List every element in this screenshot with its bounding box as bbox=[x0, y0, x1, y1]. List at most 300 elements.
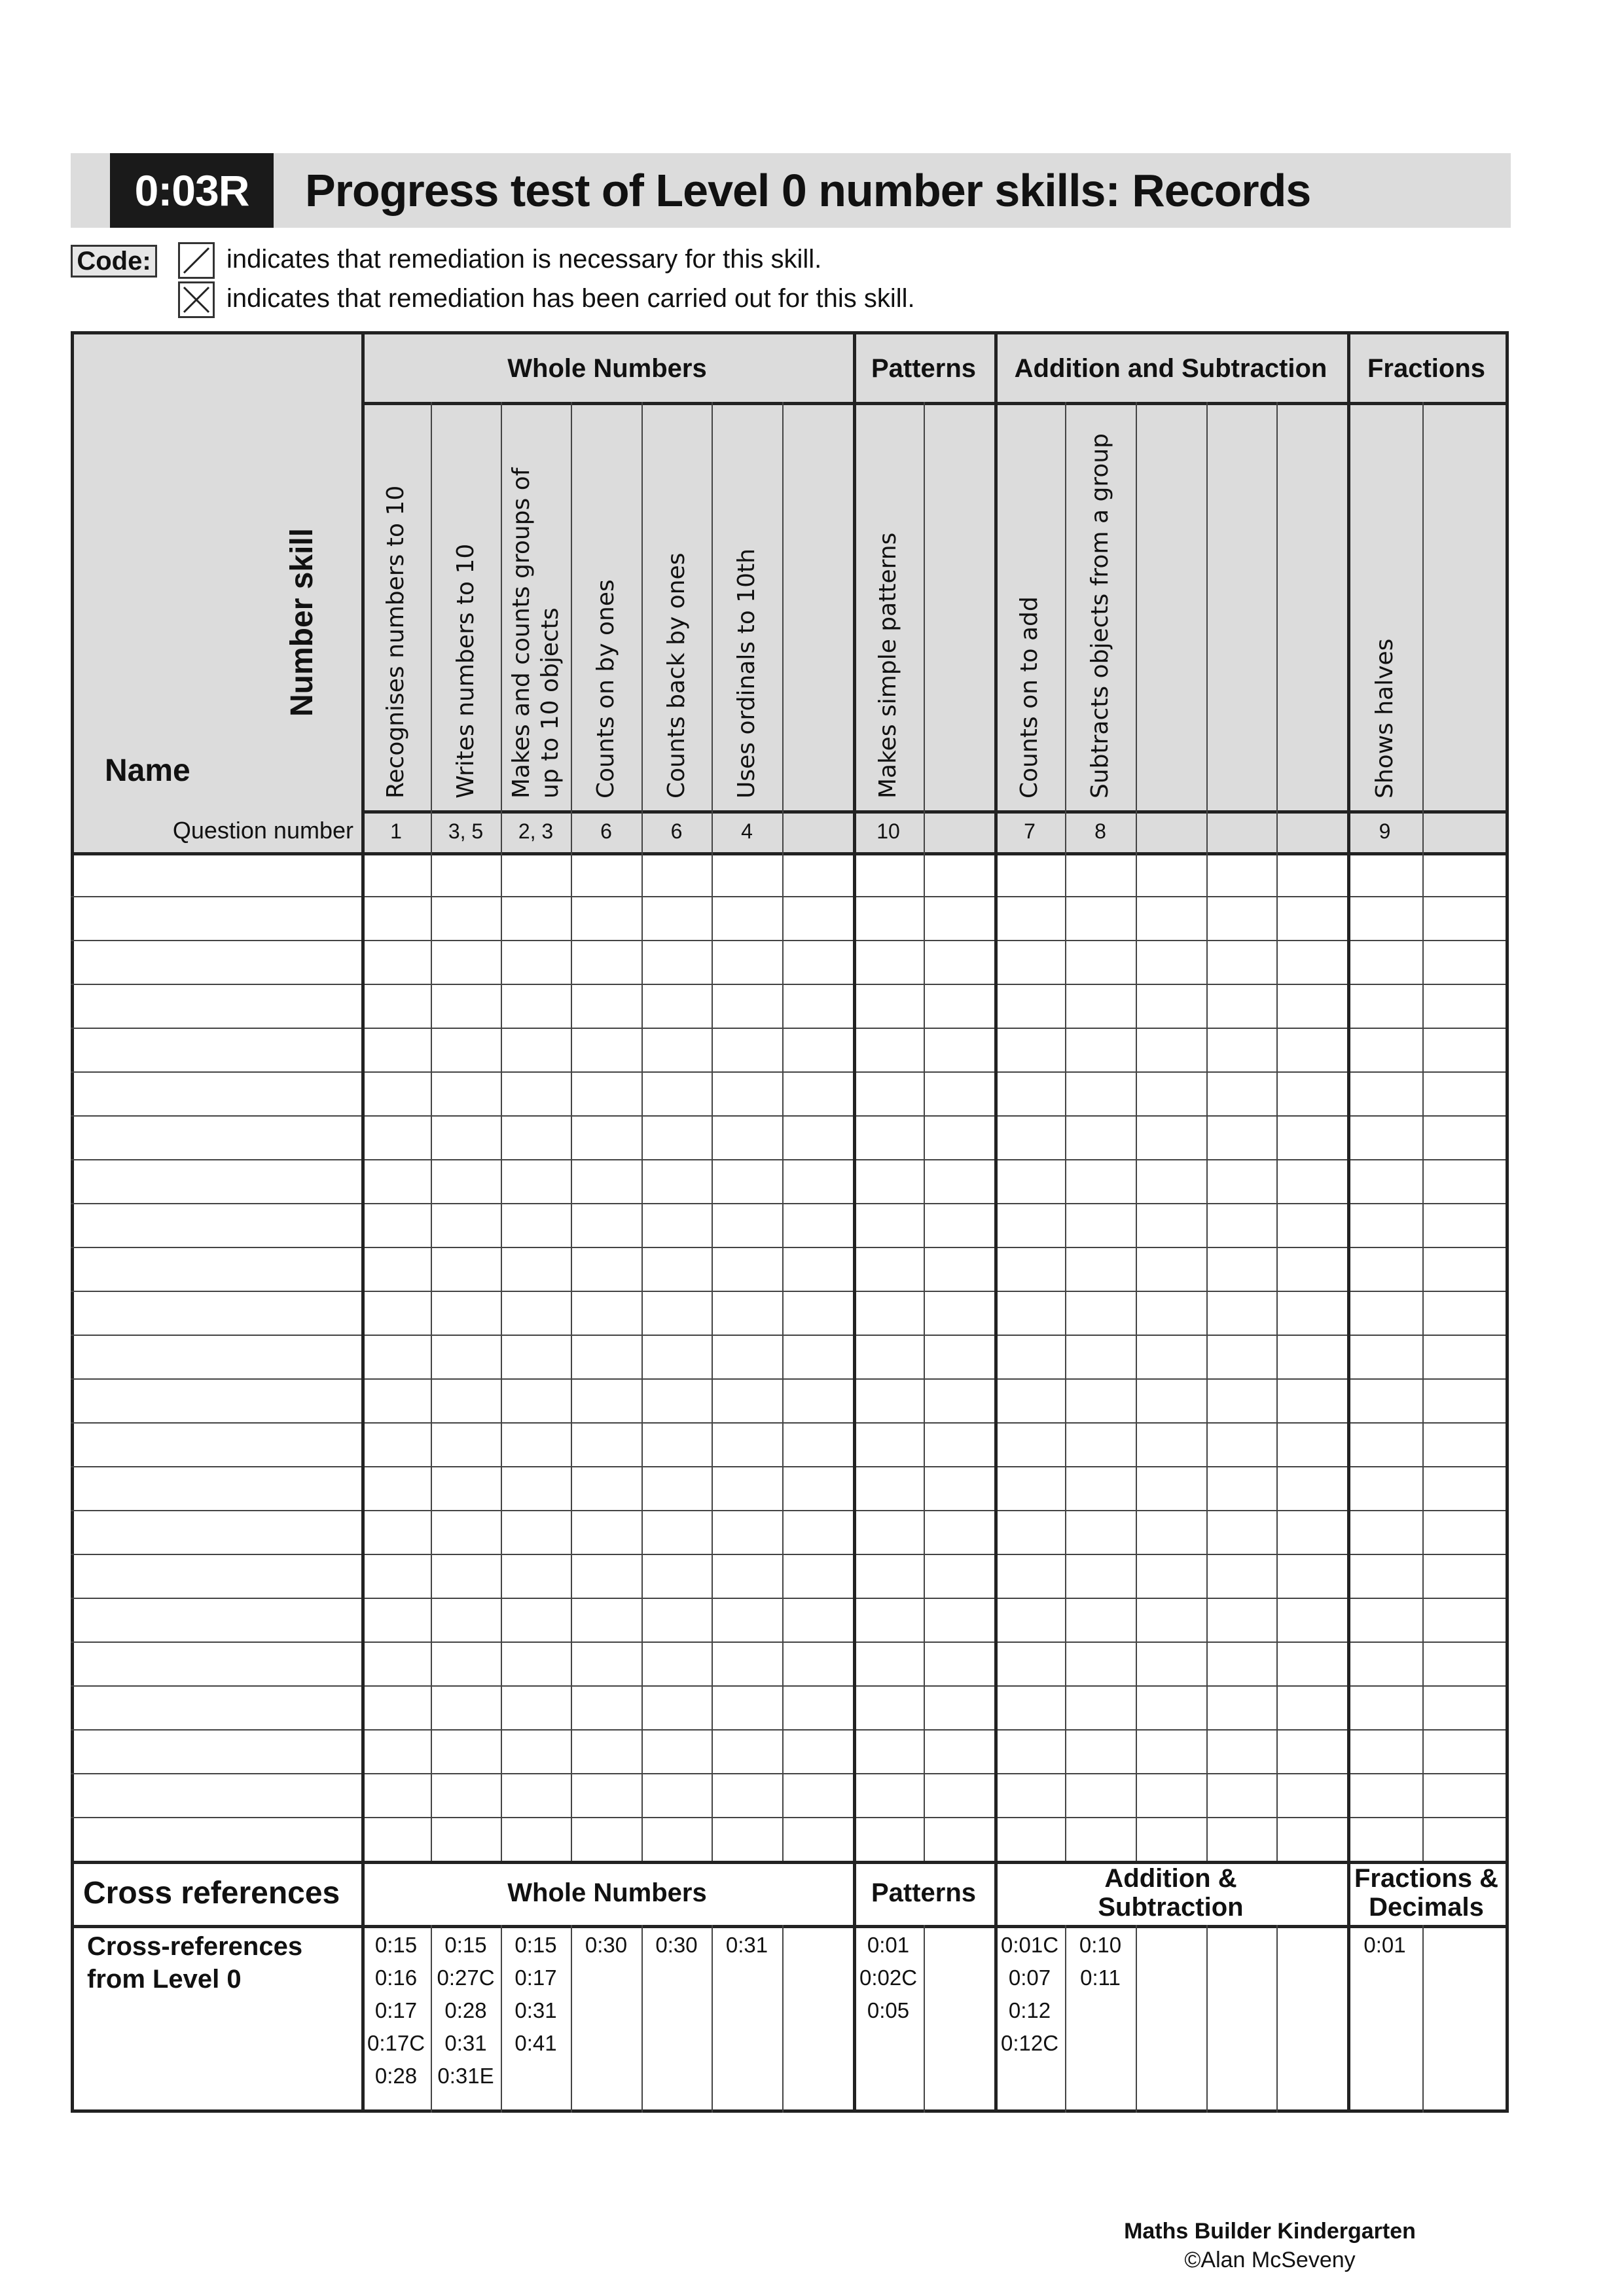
skill-record-cell[interactable] bbox=[1136, 1817, 1206, 1861]
skill-record-cell[interactable] bbox=[712, 1247, 782, 1291]
skill-record-cell[interactable] bbox=[1206, 940, 1276, 984]
skill-record-cell[interactable] bbox=[1136, 1422, 1206, 1466]
skill-record-cell[interactable] bbox=[1347, 984, 1422, 1028]
skill-record-cell[interactable] bbox=[1347, 1378, 1422, 1422]
skill-record-cell[interactable] bbox=[361, 984, 431, 1028]
skill-record-cell[interactable] bbox=[1276, 1115, 1347, 1159]
skill-record-cell[interactable] bbox=[1276, 1291, 1347, 1335]
skill-record-cell[interactable] bbox=[1206, 1378, 1276, 1422]
skill-record-cell[interactable] bbox=[782, 1203, 853, 1247]
skill-record-cell[interactable] bbox=[571, 1510, 641, 1554]
skill-record-cell[interactable] bbox=[431, 1159, 501, 1203]
student-name-cell[interactable] bbox=[74, 1335, 361, 1378]
skill-record-cell[interactable] bbox=[501, 1378, 571, 1422]
skill-record-cell[interactable] bbox=[641, 852, 712, 896]
skill-record-cell[interactable] bbox=[641, 1598, 712, 1641]
skill-record-cell[interactable] bbox=[1136, 1510, 1206, 1554]
skill-record-cell[interactable] bbox=[1206, 1466, 1276, 1510]
skill-record-cell[interactable] bbox=[782, 852, 853, 896]
skill-record-cell[interactable] bbox=[1347, 1598, 1422, 1641]
skill-record-cell[interactable] bbox=[994, 896, 1065, 940]
skill-record-cell[interactable] bbox=[1206, 1159, 1276, 1203]
skill-record-cell[interactable] bbox=[1206, 1115, 1276, 1159]
skill-record-cell[interactable] bbox=[853, 1028, 924, 1071]
skill-record-cell[interactable] bbox=[924, 1071, 994, 1115]
skill-record-cell[interactable] bbox=[431, 1203, 501, 1247]
skill-record-cell[interactable] bbox=[501, 1071, 571, 1115]
skill-record-cell[interactable] bbox=[1347, 1203, 1422, 1247]
skill-record-cell[interactable] bbox=[1422, 1817, 1506, 1861]
skill-record-cell[interactable] bbox=[501, 1641, 571, 1685]
skill-record-cell[interactable] bbox=[641, 1335, 712, 1378]
skill-record-cell[interactable] bbox=[924, 1335, 994, 1378]
skill-record-cell[interactable] bbox=[431, 1598, 501, 1641]
skill-record-cell[interactable] bbox=[1276, 1335, 1347, 1378]
skill-record-cell[interactable] bbox=[501, 984, 571, 1028]
skill-record-cell[interactable] bbox=[853, 1247, 924, 1291]
skill-record-cell[interactable] bbox=[361, 1598, 431, 1641]
skill-record-cell[interactable] bbox=[431, 1115, 501, 1159]
skill-record-cell[interactable] bbox=[1276, 984, 1347, 1028]
skill-record-cell[interactable] bbox=[1347, 1071, 1422, 1115]
skill-record-cell[interactable] bbox=[1206, 1335, 1276, 1378]
skill-record-cell[interactable] bbox=[712, 896, 782, 940]
skill-record-cell[interactable] bbox=[853, 1291, 924, 1335]
skill-record-cell[interactable] bbox=[641, 1554, 712, 1598]
skill-record-cell[interactable] bbox=[1136, 1335, 1206, 1378]
skill-record-cell[interactable] bbox=[924, 1291, 994, 1335]
skill-record-cell[interactable] bbox=[782, 940, 853, 984]
skill-record-cell[interactable] bbox=[1422, 1598, 1506, 1641]
skill-record-cell[interactable] bbox=[782, 1247, 853, 1291]
skill-record-cell[interactable] bbox=[571, 984, 641, 1028]
skill-record-cell[interactable] bbox=[501, 1247, 571, 1291]
skill-record-cell[interactable] bbox=[853, 1071, 924, 1115]
skill-record-cell[interactable] bbox=[1206, 984, 1276, 1028]
skill-record-cell[interactable] bbox=[1422, 1641, 1506, 1685]
skill-record-cell[interactable] bbox=[1422, 940, 1506, 984]
skill-record-cell[interactable] bbox=[1065, 1291, 1136, 1335]
skill-record-cell[interactable] bbox=[1206, 1247, 1276, 1291]
skill-record-cell[interactable] bbox=[641, 1773, 712, 1817]
skill-record-cell[interactable] bbox=[1276, 1159, 1347, 1203]
skill-record-cell[interactable] bbox=[571, 1817, 641, 1861]
skill-record-cell[interactable] bbox=[1206, 1729, 1276, 1773]
skill-record-cell[interactable] bbox=[501, 1291, 571, 1335]
skill-record-cell[interactable] bbox=[853, 1554, 924, 1598]
skill-record-cell[interactable] bbox=[1276, 1598, 1347, 1641]
skill-record-cell[interactable] bbox=[1422, 1028, 1506, 1071]
skill-record-cell[interactable] bbox=[571, 1773, 641, 1817]
skill-record-cell[interactable] bbox=[782, 1510, 853, 1554]
skill-record-cell[interactable] bbox=[641, 1422, 712, 1466]
student-name-cell[interactable] bbox=[74, 1773, 361, 1817]
skill-record-cell[interactable] bbox=[1065, 1159, 1136, 1203]
skill-record-cell[interactable] bbox=[1347, 1773, 1422, 1817]
skill-record-cell[interactable] bbox=[1206, 852, 1276, 896]
skill-record-cell[interactable] bbox=[782, 1773, 853, 1817]
skill-record-cell[interactable] bbox=[1422, 1247, 1506, 1291]
skill-record-cell[interactable] bbox=[1347, 1729, 1422, 1773]
skill-record-cell[interactable] bbox=[1065, 1817, 1136, 1861]
skill-record-cell[interactable] bbox=[1422, 1115, 1506, 1159]
skill-record-cell[interactable] bbox=[361, 1115, 431, 1159]
skill-record-cell[interactable] bbox=[712, 1028, 782, 1071]
skill-record-cell[interactable] bbox=[712, 1729, 782, 1773]
skill-record-cell[interactable] bbox=[361, 1773, 431, 1817]
skill-record-cell[interactable] bbox=[361, 1729, 431, 1773]
skill-record-cell[interactable] bbox=[712, 1071, 782, 1115]
skill-record-cell[interactable] bbox=[1065, 896, 1136, 940]
skill-record-cell[interactable] bbox=[1065, 1378, 1136, 1422]
skill-record-cell[interactable] bbox=[853, 1203, 924, 1247]
skill-record-cell[interactable] bbox=[1206, 1510, 1276, 1554]
skill-record-cell[interactable] bbox=[501, 1422, 571, 1466]
skill-record-cell[interactable] bbox=[1422, 1510, 1506, 1554]
student-name-cell[interactable] bbox=[74, 1071, 361, 1115]
skill-record-cell[interactable] bbox=[431, 1378, 501, 1422]
skill-record-cell[interactable] bbox=[782, 1466, 853, 1510]
skill-record-cell[interactable] bbox=[712, 1203, 782, 1247]
skill-record-cell[interactable] bbox=[431, 1641, 501, 1685]
skill-record-cell[interactable] bbox=[1136, 1203, 1206, 1247]
skill-record-cell[interactable] bbox=[1276, 1554, 1347, 1598]
skill-record-cell[interactable] bbox=[1276, 1466, 1347, 1510]
student-name-cell[interactable] bbox=[74, 984, 361, 1028]
student-name-cell[interactable] bbox=[74, 1817, 361, 1861]
skill-record-cell[interactable] bbox=[571, 852, 641, 896]
skill-record-cell[interactable] bbox=[1422, 1685, 1506, 1729]
skill-record-cell[interactable] bbox=[994, 1817, 1065, 1861]
skill-record-cell[interactable] bbox=[782, 1729, 853, 1773]
skill-record-cell[interactable] bbox=[641, 1291, 712, 1335]
skill-record-cell[interactable] bbox=[1276, 1817, 1347, 1861]
skill-record-cell[interactable] bbox=[1276, 1378, 1347, 1422]
skill-record-cell[interactable] bbox=[501, 1510, 571, 1554]
skill-record-cell[interactable] bbox=[712, 1685, 782, 1729]
skill-record-cell[interactable] bbox=[1347, 1685, 1422, 1729]
skill-record-cell[interactable] bbox=[924, 1685, 994, 1729]
skill-record-cell[interactable] bbox=[1136, 852, 1206, 896]
skill-record-cell[interactable] bbox=[853, 852, 924, 896]
skill-record-cell[interactable] bbox=[431, 984, 501, 1028]
skill-record-cell[interactable] bbox=[1347, 852, 1422, 896]
skill-record-cell[interactable] bbox=[1065, 1203, 1136, 1247]
skill-record-cell[interactable] bbox=[994, 1554, 1065, 1598]
skill-record-cell[interactable] bbox=[994, 1641, 1065, 1685]
skill-record-cell[interactable] bbox=[853, 1773, 924, 1817]
student-name-cell[interactable] bbox=[74, 1422, 361, 1466]
skill-record-cell[interactable] bbox=[782, 984, 853, 1028]
skill-record-cell[interactable] bbox=[1206, 1641, 1276, 1685]
skill-record-cell[interactable] bbox=[782, 1378, 853, 1422]
student-name-cell[interactable] bbox=[74, 1641, 361, 1685]
skill-record-cell[interactable] bbox=[641, 1071, 712, 1115]
skill-record-cell[interactable] bbox=[924, 1115, 994, 1159]
skill-record-cell[interactable] bbox=[1065, 1028, 1136, 1071]
skill-record-cell[interactable] bbox=[1206, 1422, 1276, 1466]
skill-record-cell[interactable] bbox=[853, 1159, 924, 1203]
student-name-cell[interactable] bbox=[74, 1685, 361, 1729]
skill-record-cell[interactable] bbox=[361, 1071, 431, 1115]
skill-record-cell[interactable] bbox=[712, 852, 782, 896]
skill-record-cell[interactable] bbox=[1276, 1247, 1347, 1291]
skill-record-cell[interactable] bbox=[571, 1554, 641, 1598]
skill-record-cell[interactable] bbox=[994, 1729, 1065, 1773]
skill-record-cell[interactable] bbox=[1276, 1685, 1347, 1729]
skill-record-cell[interactable] bbox=[1347, 940, 1422, 984]
skill-record-cell[interactable] bbox=[1065, 940, 1136, 984]
skill-record-cell[interactable] bbox=[924, 1510, 994, 1554]
skill-record-cell[interactable] bbox=[431, 1510, 501, 1554]
skill-record-cell[interactable] bbox=[1276, 852, 1347, 896]
skill-record-cell[interactable] bbox=[782, 1422, 853, 1466]
skill-record-cell[interactable] bbox=[924, 1378, 994, 1422]
skill-record-cell[interactable] bbox=[641, 896, 712, 940]
skill-record-cell[interactable] bbox=[1065, 1729, 1136, 1773]
skill-record-cell[interactable] bbox=[1065, 1335, 1136, 1378]
skill-record-cell[interactable] bbox=[782, 1817, 853, 1861]
skill-record-cell[interactable] bbox=[1206, 1203, 1276, 1247]
skill-record-cell[interactable] bbox=[1276, 1203, 1347, 1247]
skill-record-cell[interactable] bbox=[571, 896, 641, 940]
skill-record-cell[interactable] bbox=[782, 1685, 853, 1729]
skill-record-cell[interactable] bbox=[1065, 1510, 1136, 1554]
skill-record-cell[interactable] bbox=[782, 1554, 853, 1598]
skill-record-cell[interactable] bbox=[1422, 984, 1506, 1028]
skill-record-cell[interactable] bbox=[571, 1466, 641, 1510]
skill-record-cell[interactable] bbox=[431, 1466, 501, 1510]
skill-record-cell[interactable] bbox=[924, 1598, 994, 1641]
skill-record-cell[interactable] bbox=[571, 1071, 641, 1115]
skill-record-cell[interactable] bbox=[924, 896, 994, 940]
student-name-cell[interactable] bbox=[74, 1159, 361, 1203]
skill-record-cell[interactable] bbox=[361, 1247, 431, 1291]
skill-record-cell[interactable] bbox=[641, 1685, 712, 1729]
skill-record-cell[interactable] bbox=[853, 1510, 924, 1554]
skill-record-cell[interactable] bbox=[924, 1028, 994, 1071]
skill-record-cell[interactable] bbox=[1065, 1115, 1136, 1159]
skill-record-cell[interactable] bbox=[501, 1729, 571, 1773]
skill-record-cell[interactable] bbox=[853, 1335, 924, 1378]
skill-record-cell[interactable] bbox=[994, 1071, 1065, 1115]
skill-record-cell[interactable] bbox=[1206, 1598, 1276, 1641]
skill-record-cell[interactable] bbox=[1276, 1773, 1347, 1817]
skill-record-cell[interactable] bbox=[853, 1817, 924, 1861]
skill-record-cell[interactable] bbox=[1206, 896, 1276, 940]
skill-record-cell[interactable] bbox=[1136, 1115, 1206, 1159]
skill-record-cell[interactable] bbox=[853, 1598, 924, 1641]
skill-record-cell[interactable] bbox=[782, 1071, 853, 1115]
skill-record-cell[interactable] bbox=[431, 1291, 501, 1335]
skill-record-cell[interactable] bbox=[1136, 1773, 1206, 1817]
skill-record-cell[interactable] bbox=[1065, 1773, 1136, 1817]
skill-record-cell[interactable] bbox=[501, 1773, 571, 1817]
skill-record-cell[interactable] bbox=[501, 1115, 571, 1159]
skill-record-cell[interactable] bbox=[1276, 1071, 1347, 1115]
skill-record-cell[interactable] bbox=[1206, 1028, 1276, 1071]
skill-record-cell[interactable] bbox=[1276, 1510, 1347, 1554]
skill-record-cell[interactable] bbox=[571, 1335, 641, 1378]
skill-record-cell[interactable] bbox=[1276, 1028, 1347, 1071]
skill-record-cell[interactable] bbox=[1422, 852, 1506, 896]
student-name-cell[interactable] bbox=[74, 1291, 361, 1335]
skill-record-cell[interactable] bbox=[924, 1641, 994, 1685]
skill-record-cell[interactable] bbox=[501, 1817, 571, 1861]
skill-record-cell[interactable] bbox=[1422, 1071, 1506, 1115]
skill-record-cell[interactable] bbox=[1347, 1466, 1422, 1510]
skill-record-cell[interactable] bbox=[431, 1247, 501, 1291]
skill-record-cell[interactable] bbox=[1422, 1159, 1506, 1203]
skill-record-cell[interactable] bbox=[1206, 1291, 1276, 1335]
skill-record-cell[interactable] bbox=[361, 940, 431, 984]
student-name-cell[interactable] bbox=[74, 1115, 361, 1159]
skill-record-cell[interactable] bbox=[924, 1554, 994, 1598]
skill-record-cell[interactable] bbox=[853, 896, 924, 940]
skill-record-cell[interactable] bbox=[782, 1335, 853, 1378]
skill-record-cell[interactable] bbox=[782, 1291, 853, 1335]
skill-record-cell[interactable] bbox=[924, 1247, 994, 1291]
skill-record-cell[interactable] bbox=[853, 1422, 924, 1466]
skill-record-cell[interactable] bbox=[571, 1028, 641, 1071]
skill-record-cell[interactable] bbox=[1136, 1729, 1206, 1773]
skill-record-cell[interactable] bbox=[1276, 896, 1347, 940]
skill-record-cell[interactable] bbox=[924, 1422, 994, 1466]
skill-record-cell[interactable] bbox=[501, 1159, 571, 1203]
skill-record-cell[interactable] bbox=[924, 984, 994, 1028]
skill-record-cell[interactable] bbox=[712, 1159, 782, 1203]
student-name-cell[interactable] bbox=[74, 1028, 361, 1071]
skill-record-cell[interactable] bbox=[361, 896, 431, 940]
skill-record-cell[interactable] bbox=[1136, 1291, 1206, 1335]
skill-record-cell[interactable] bbox=[853, 1466, 924, 1510]
skill-record-cell[interactable] bbox=[994, 1378, 1065, 1422]
skill-record-cell[interactable] bbox=[361, 1291, 431, 1335]
skill-record-cell[interactable] bbox=[782, 1598, 853, 1641]
skill-record-cell[interactable] bbox=[1065, 984, 1136, 1028]
skill-record-cell[interactable] bbox=[1422, 1729, 1506, 1773]
skill-record-cell[interactable] bbox=[1065, 1247, 1136, 1291]
skill-record-cell[interactable] bbox=[571, 1422, 641, 1466]
student-name-cell[interactable] bbox=[74, 940, 361, 984]
skill-record-cell[interactable] bbox=[1347, 1159, 1422, 1203]
skill-record-cell[interactable] bbox=[571, 1247, 641, 1291]
skill-record-cell[interactable] bbox=[994, 1685, 1065, 1729]
skill-record-cell[interactable] bbox=[1276, 940, 1347, 984]
skill-record-cell[interactable] bbox=[994, 1203, 1065, 1247]
skill-record-cell[interactable] bbox=[782, 1115, 853, 1159]
skill-record-cell[interactable] bbox=[1065, 852, 1136, 896]
skill-record-cell[interactable] bbox=[712, 1422, 782, 1466]
student-name-cell[interactable] bbox=[74, 1247, 361, 1291]
skill-record-cell[interactable] bbox=[1422, 1378, 1506, 1422]
skill-record-cell[interactable] bbox=[1136, 940, 1206, 984]
skill-record-cell[interactable] bbox=[361, 1159, 431, 1203]
skill-record-cell[interactable] bbox=[1422, 1466, 1506, 1510]
skill-record-cell[interactable] bbox=[571, 1291, 641, 1335]
skill-record-cell[interactable] bbox=[1422, 1291, 1506, 1335]
skill-record-cell[interactable] bbox=[1136, 896, 1206, 940]
skill-record-cell[interactable] bbox=[994, 1115, 1065, 1159]
skill-record-cell[interactable] bbox=[431, 1685, 501, 1729]
student-name-cell[interactable] bbox=[74, 1510, 361, 1554]
skill-record-cell[interactable] bbox=[994, 940, 1065, 984]
student-name-cell[interactable] bbox=[74, 1378, 361, 1422]
skill-record-cell[interactable] bbox=[431, 1422, 501, 1466]
skill-record-cell[interactable] bbox=[361, 1817, 431, 1861]
skill-record-cell[interactable] bbox=[994, 1598, 1065, 1641]
skill-record-cell[interactable] bbox=[571, 1598, 641, 1641]
skill-record-cell[interactable] bbox=[1136, 1641, 1206, 1685]
skill-record-cell[interactable] bbox=[1347, 1028, 1422, 1071]
skill-record-cell[interactable] bbox=[641, 1115, 712, 1159]
student-name-cell[interactable] bbox=[74, 1554, 361, 1598]
skill-record-cell[interactable] bbox=[1347, 1422, 1422, 1466]
skill-record-cell[interactable] bbox=[1347, 1817, 1422, 1861]
skill-record-cell[interactable] bbox=[1136, 1071, 1206, 1115]
skill-record-cell[interactable] bbox=[782, 896, 853, 940]
skill-record-cell[interactable] bbox=[1347, 1115, 1422, 1159]
skill-record-cell[interactable] bbox=[641, 940, 712, 984]
skill-record-cell[interactable] bbox=[641, 1817, 712, 1861]
skill-record-cell[interactable] bbox=[712, 1773, 782, 1817]
skill-record-cell[interactable] bbox=[1136, 1554, 1206, 1598]
skill-record-cell[interactable] bbox=[712, 1115, 782, 1159]
skill-record-cell[interactable] bbox=[1276, 1422, 1347, 1466]
skill-record-cell[interactable] bbox=[571, 1641, 641, 1685]
skill-record-cell[interactable] bbox=[994, 1773, 1065, 1817]
skill-record-cell[interactable] bbox=[501, 1554, 571, 1598]
student-name-cell[interactable] bbox=[74, 852, 361, 896]
skill-record-cell[interactable] bbox=[431, 1773, 501, 1817]
skill-record-cell[interactable] bbox=[431, 1028, 501, 1071]
skill-record-cell[interactable] bbox=[1065, 1554, 1136, 1598]
skill-record-cell[interactable] bbox=[1422, 1773, 1506, 1817]
skill-record-cell[interactable] bbox=[712, 1335, 782, 1378]
student-name-cell[interactable] bbox=[74, 896, 361, 940]
skill-record-cell[interactable] bbox=[782, 1159, 853, 1203]
skill-record-cell[interactable] bbox=[853, 1685, 924, 1729]
student-name-cell[interactable] bbox=[74, 1203, 361, 1247]
skill-record-cell[interactable] bbox=[994, 1422, 1065, 1466]
skill-record-cell[interactable] bbox=[1065, 1071, 1136, 1115]
skill-record-cell[interactable] bbox=[994, 1028, 1065, 1071]
skill-record-cell[interactable] bbox=[1065, 1466, 1136, 1510]
skill-record-cell[interactable] bbox=[1347, 896, 1422, 940]
skill-record-cell[interactable] bbox=[1065, 1598, 1136, 1641]
skill-record-cell[interactable] bbox=[641, 1247, 712, 1291]
skill-record-cell[interactable] bbox=[1422, 1335, 1506, 1378]
skill-record-cell[interactable] bbox=[1347, 1247, 1422, 1291]
skill-record-cell[interactable] bbox=[361, 1335, 431, 1378]
skill-record-cell[interactable] bbox=[1422, 896, 1506, 940]
skill-record-cell[interactable] bbox=[853, 1378, 924, 1422]
skill-record-cell[interactable] bbox=[641, 1641, 712, 1685]
skill-record-cell[interactable] bbox=[1347, 1335, 1422, 1378]
skill-record-cell[interactable] bbox=[361, 1685, 431, 1729]
skill-record-cell[interactable] bbox=[361, 1203, 431, 1247]
skill-record-cell[interactable] bbox=[924, 1729, 994, 1773]
skill-record-cell[interactable] bbox=[853, 1115, 924, 1159]
skill-record-cell[interactable] bbox=[431, 1335, 501, 1378]
skill-record-cell[interactable] bbox=[1276, 1641, 1347, 1685]
skill-record-cell[interactable] bbox=[712, 1378, 782, 1422]
skill-record-cell[interactable] bbox=[1136, 1598, 1206, 1641]
skill-record-cell[interactable] bbox=[361, 1466, 431, 1510]
skill-record-cell[interactable] bbox=[641, 1466, 712, 1510]
skill-record-cell[interactable] bbox=[1347, 1510, 1422, 1554]
skill-record-cell[interactable] bbox=[641, 1203, 712, 1247]
